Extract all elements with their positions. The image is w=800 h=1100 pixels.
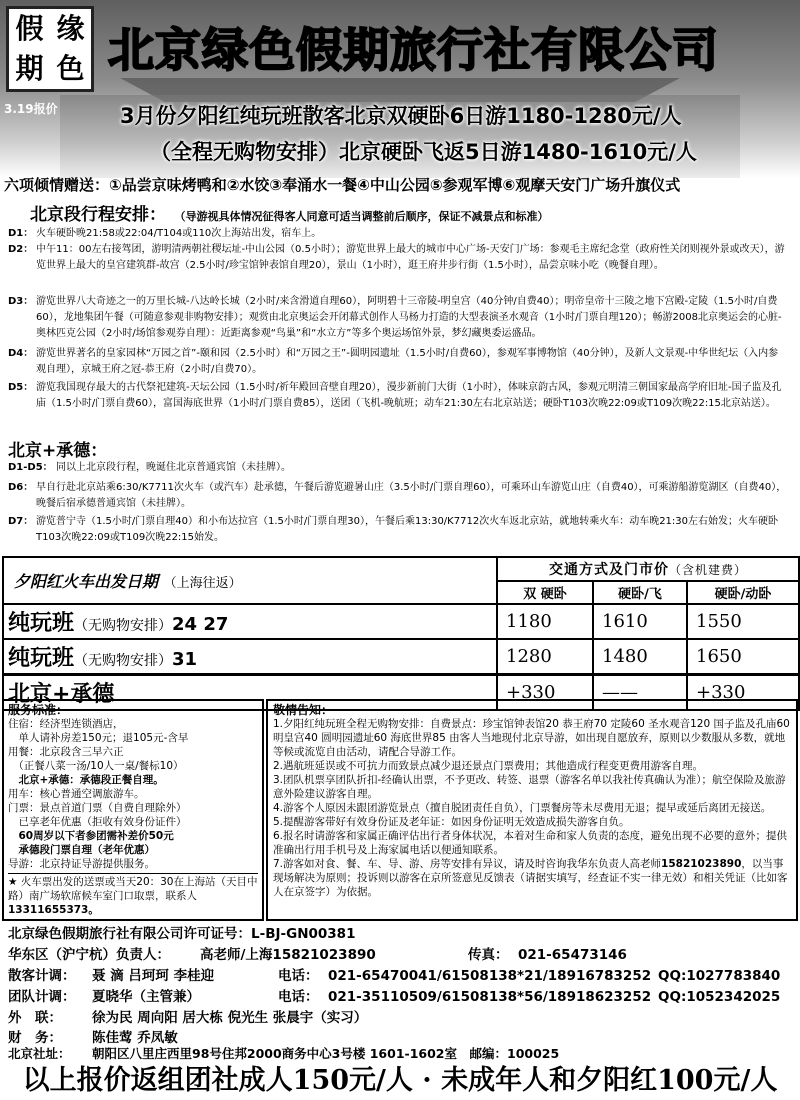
day-text: 同以上北京段行程，晚诞住北京普通宾馆（未挂牌）。 [56,462,291,473]
group-phone: 021-35110509/61508138*56/18918623252 [328,989,652,1005]
day-label: D5： [8,382,34,393]
service-line: 60周岁以下者参团需补差价50元 [8,830,174,842]
fax-label: 传真： [468,947,509,963]
price-cell: +330 [497,675,593,711]
service-line: 已享老年优惠（拒收有效身份证件） [8,816,187,828]
itinerary-note: （导游视具体情况征得客人同意可适当调整前后顺序，保证不减景点和标准） [180,210,549,223]
price-cell: 1480 [593,639,687,675]
service-line: 用餐：北京段含三早六正 [8,746,124,758]
group-people: 夏晓华（主管兼） [92,989,200,1005]
departure-title: 夕阳红火车出发日期 [14,572,159,591]
route-line-1: 3月份夕阳红纯玩班散客北京双硬卧6日游1180-1280元/人 [120,104,682,128]
day-text: 中午11：00左右接驾团，游明清两朝社稷坛址-中山公园（0.5小时）；游览世界上最大的城市中心广场-天安门广场：参观毛主席纪念堂（政府性关闭则视外景或改天），游览世界上最大的皇宫建筑群-故宫（2.5小时/珍宝馆钟表馆自理20），景山（1小时），逛王府井步行街（1.5小时），品尝京味小吃（晚餐自理）。 [36,244,785,271]
day-text: 游览普宁寺（1.5小时/门票自理40）和小布达拉宫（1.5小时/门票自理30），午餐后乘13:30/K7712次火车返北京站，就地转乘火车：动车晚21:30左右始发；火车硬卧T103次晚22:09或T109次晚22:15始发。 [36,516,779,543]
product-note: （无购物安排） [74,618,173,634]
price-cell: +330 [687,675,799,711]
logo-char: 假 [15,12,44,45]
address-label: 北京社址： [8,1046,71,1061]
license-line: 北京绿色假期旅行社有限公司许可证号：L-BJ-GN00381 [8,926,356,942]
day-text: 火车硬卧晚21:58或22:04/T104或110次上海站出发，宿车上。 [36,228,322,239]
address-text: 朝阳区八里庄西里98号住邦2000商务中心3号楼 1601-1602室 邮编：100025 [92,1046,560,1061]
departure-note: （上海往返） [163,576,242,591]
notice-item: 5.提醒游客带好有效身份证及老年证：如因身份证明无效造成损失游客自负。 [273,816,630,828]
fare-note: （含机建费） [669,563,748,577]
day-text: 游览世界八大奇迹之一的万里长城-八达岭长城（2小时/来含滑道自理60），阿明碧十三帝陵-明皇宫（40分钟/自费40）；明帝皇帝十三陵之地下宫殿-定陵（1.5小时/自费60），龙地集团午餐（可随意参观非购物安排）；观赏由北京奥运会开闭幕式创作人马杨力打造的大型表演圣水观音（1小时/门票自理120）；畅游2008北京奥运会的心脏-奥林匹克公园（2小时/场馆参观券自理）：近距离参观“鸟巢”和“水立方”等多个奥运场馆外景，梦幻藏奥委运盛品。 [36,296,782,339]
beijing-itinerary-title [30,200,549,225]
product-dates: 31 [172,649,198,670]
day-label: D2： [8,244,34,255]
day-text: 早自行赴北京站乘6:30/K7711次火车（或汽车）赴承德，午餐后游览避暑山庄（3.5小时/门票自理60），可乘环山车游览山庄（自费40），可乘游船游览湖区（自费40），晚餐后宿承德普通宾馆（未挂牌）。 [36,482,787,509]
service-title: 服务标准： [8,703,69,717]
product-name: 纯玩班 [8,646,75,671]
service-standards [2,699,264,921]
group-phone-label: 电话： [278,989,319,1005]
itinerary-day [8,242,794,274]
itinerary-day [8,514,794,546]
day-text: 游览我国现存最大的古代祭祀建筑-天坛公园（1.5小时/祈年殿回音壁自理20），漫步新前门大街（1小时），体味京韵古风，参观元明清三朝国家最高学府旧址-国子监及孔庙（1.5小时/门票自费60），富国海底世界（1小时/门票自费85），送团（飞机-晚航班；动车21:30左右北京站送；硬卧T103次晚22:09或T109次晚22:15北京站送）。 [36,382,782,409]
column-header: 双 硬卧 [497,581,593,604]
itinerary-day [8,346,794,378]
notice-item: 3.团队机票享团队折扣-经确认出票，不予更改、转签、退票（游客名单以我社传真确认为准）；航空保险及旅游意外险建议游客自理。 [273,774,786,800]
retail-phone: 021-65470041/61508138*21/18916783252 [328,968,652,984]
group-label: 团队计调： [8,989,76,1005]
finance-people: 陈佳莺 乔凤敏 [92,1030,178,1046]
east-person: 高老师/上海15821023890 [200,947,376,963]
gifts-line [4,174,800,195]
notice-item-text: 7.游客如对食、餐、车、导、游、房等安排有异议，请及时咨询我华东负责人高老师 [273,858,662,870]
notice-item: 4.游客个人原因未跟团游览景点（擅自脱团责任自负），门票餐房等未尽费用无退；提早或延后离团无接送。 [273,802,772,814]
service-line: 门票：景点首道门票（自费自理除外） [8,802,187,814]
table-row [3,604,799,639]
gifts-label: 六项倾情赠送： [4,176,110,194]
departure-header [3,557,497,604]
notice-box [266,699,798,921]
gifts-items: ①品尝京味烤鸭和②水饺③奉涌水一餐④中山公园⑤参观军博⑥观摩天安门广场升旗仪式 [109,176,681,194]
star-note-phone: 13311655373。 [8,904,99,916]
company-title: 北京绿色假期旅行社有限公司 [108,23,719,77]
price-cell: 1550 [687,604,799,639]
service-line: 住宿：经济型连锁酒店， [8,718,124,730]
itinerary-day [8,226,794,242]
retail-people: 聂 滴 吕珂珂 李桂迎 [92,968,215,984]
logo-char: 缘 [56,12,85,45]
company-logo [6,6,94,92]
fare-title: 交通方式及门市价 [549,562,669,578]
notice-phone: 15821023890 [661,858,742,870]
fax-number: 021-65473146 [518,947,627,963]
notice-title: 敬情告知： [273,703,334,717]
product-name: 北京+承德 [8,682,115,707]
itinerary-day [8,294,794,342]
outreach-people: 徐为民 周向阳 居大栋 倪光生 张晨宇（实习） [92,1010,368,1026]
logo-char: 色 [56,52,85,85]
itinerary-day [8,480,794,512]
day-label: D4： [8,348,34,359]
product-dates: 24 27 [172,614,229,635]
itinerary-day [8,380,794,412]
notice-item: 6.报名时请游客和家属正确评估出行者身体状况，本着对生命和家人负责的态度，避免出现不必要的意外；提供准确出行用手机号及上海家属电话以便通知联系。 [273,830,788,856]
price-cell: 1180 [497,604,593,639]
east-label: 华东区（沪宁杭）负责人： [8,947,170,963]
star-note-text: 火车票出发的送票或当天20：30在上海站（天目中路）南广场软席候车室门口取票，联系人 [8,876,258,902]
service-line: 承德段门票自理（老年优惠） [8,844,155,856]
price-cell: 1650 [687,639,799,675]
star-note [8,873,258,917]
logo-char: 期 [15,52,44,85]
outreach-label: 外 联： [8,1010,62,1026]
notice-item [273,857,791,899]
section-title: 北京段行程安排： [30,205,166,225]
column-header: 硬卧/飞 [593,581,687,604]
product-cell [3,639,497,675]
table-row [3,639,799,675]
day-text: 游览世界著名的皇家园林“万园之首”-颐和园（2.5小时）和“万园之王”-圆明园遗址（1.5小时/自费60），参观军事博物馆（40分钟），及新人文景观-中华世纪坛（入内参观自理），京城王府之冠-恭王府（2小时/自费70）。 [36,348,779,375]
price-table [2,556,800,711]
price-cell: —— [593,675,687,711]
service-line: 用车：核心普通空调旅游车。 [8,788,145,800]
service-line: 导游：北京持证导游提供服务。 [8,858,155,870]
chengde-itinerary-title: 北京+承德： [8,441,108,461]
price-cell: 1610 [593,604,687,639]
day-label: D1-D5： [8,462,53,473]
notice-item: 2.遇航班延误或不可抗力而致景点减少退还景点门票费用；其他造成行程变更费用游客自理。 [273,760,704,772]
product-name: 纯玩班 [8,611,75,636]
service-line: （正餐八菜一汤/10人一桌/餐标10） [8,760,184,772]
fare-header [497,557,799,581]
column-header: 硬卧/动卧 [687,581,799,604]
route-line-2: （全程无购物安排）北京硬卧飞返5日游1480-1610元/人 [150,140,697,164]
product-cell [3,604,497,639]
notice-tail: ，以当事现场解决为原则；投诉则以游客在京所签意见反馈表（请据实填写，经查证不实一律无效）和相关凭证（比如客人在京签字）为依据。 [273,858,788,898]
day-label: D1： [8,228,34,239]
itinerary-day [8,460,794,476]
service-line: 北京+承德：承德段正餐自理。 [8,774,164,786]
star-icon: ★ [8,876,21,888]
day-label: D6： [8,482,34,493]
finance-label: 财 务： [8,1030,62,1046]
notice-item: 1.夕阳红纯玩班全程无购物安排：自费景点：珍宝馆钟表馆20 恭王府70 定陵60 圣水观音120 国子监及孔庙60 明皇宫40 圆明园遗址60 海底世界85 由客人当地现付北京导游，如出现自愿放弃，原则以少数服从多数，就地等候或流览自由活动，请配合导游工作。 [273,718,790,758]
service-line: 单人请补房差150元；退105元-含早 [8,732,189,744]
date-tag: 3.19报价 [4,102,58,116]
day-label: D3： [8,296,34,307]
group-qq: QQ:1052342025 [658,989,781,1005]
retail-label: 散客计调： [8,968,76,984]
bottom-banner: 以上报价返组团社成人150元/人 · 未成年人和夕阳红100元/人 [22,1065,778,1096]
price-cell: 1280 [497,639,593,675]
retail-qq: QQ:1027783840 [658,968,781,984]
product-note: （无购物安排） [74,653,173,669]
day-label: D7： [8,516,34,527]
retail-phone-label: 电话： [278,968,319,984]
